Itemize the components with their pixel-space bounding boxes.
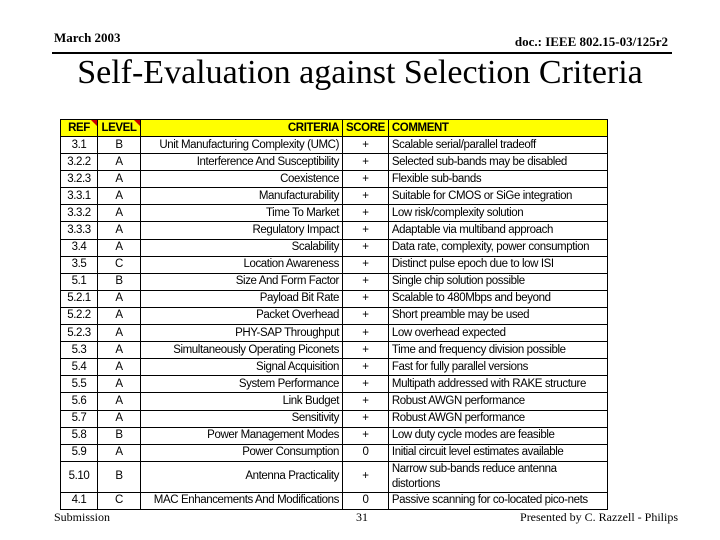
table-row [61, 393, 608, 410]
cell-level: A [98, 325, 141, 342]
cell-score: + [343, 171, 389, 188]
comment-marker-icon [91, 120, 97, 126]
table-row [61, 154, 608, 171]
col-header-level [98, 120, 141, 137]
cell-score: + [343, 188, 389, 205]
cell-ref: 5.3 [61, 342, 98, 359]
cell-criteria: Size And Form Factor [141, 273, 343, 290]
table-row [61, 342, 608, 359]
cell-criteria: Payload Bit Rate [141, 290, 343, 307]
table-row [61, 325, 608, 342]
table-row [61, 376, 608, 393]
table-row [61, 188, 608, 205]
cell-score: + [343, 359, 389, 376]
table-header-row [61, 120, 608, 137]
cell-ref: 3.3.1 [61, 188, 98, 205]
table-row [61, 222, 608, 239]
cell-level: A [98, 376, 141, 393]
cell-level: A [98, 205, 141, 222]
cell-comment: Selected sub-bands may be disabled [388, 154, 607, 171]
cell-comment: Suitable for CMOS or SiGe integration [388, 188, 607, 205]
cell-ref: 5.2.2 [61, 307, 98, 324]
cell-criteria: Scalability [141, 239, 343, 256]
cell-ref: 3.2.3 [61, 171, 98, 188]
cell-ref: 3.3.2 [61, 205, 98, 222]
table-row [61, 137, 608, 154]
table-row [61, 239, 608, 256]
cell-level: A [98, 171, 141, 188]
cell-level: A [98, 307, 141, 324]
cell-level: C [98, 492, 141, 509]
table-row [61, 307, 608, 324]
cell-score: + [343, 239, 389, 256]
col-header-ref [61, 120, 98, 137]
cell-score: + [343, 427, 389, 444]
cell-level: A [98, 393, 141, 410]
cell-level: A [98, 359, 141, 376]
cell-criteria: Manufacturability [141, 188, 343, 205]
cell-comment: Low duty cycle modes are feasible [388, 427, 607, 444]
cell-criteria: Packet Overhead [141, 307, 343, 324]
cell-comment: Multipath addressed with RAKE structure [388, 376, 607, 393]
cell-score: + [343, 376, 389, 393]
col-header-ref-label: REF [68, 122, 90, 134]
table-body [61, 137, 608, 510]
header-doc-id: doc.: IEEE 802.15-03/125r2 [514, 34, 668, 49]
table-row [61, 171, 608, 188]
cell-comment: Distinct pulse epoch due to low ISI [388, 256, 607, 273]
cell-level: A [98, 222, 141, 239]
cell-ref: 5.7 [61, 410, 98, 427]
col-header-level-label: LEVEL [101, 122, 137, 134]
cell-score: + [343, 273, 389, 290]
cell-criteria: Link Budget [141, 393, 343, 410]
table-row [61, 427, 608, 444]
cell-comment: Single chip solution possible [388, 273, 607, 290]
cell-level: A [98, 410, 141, 427]
cell-score: + [343, 342, 389, 359]
cell-ref: 5.4 [61, 359, 98, 376]
cell-score: + [343, 205, 389, 222]
cell-ref: 5.2.3 [61, 325, 98, 342]
cell-score: + [343, 461, 389, 492]
cell-comment: Robust AWGN performance [388, 410, 607, 427]
col-header-score: SCORE [343, 120, 389, 137]
cell-level: A [98, 444, 141, 461]
cell-ref: 5.9 [61, 444, 98, 461]
slide-title: Self-Evaluation against Selection Criteria [77, 54, 643, 91]
table-row [61, 273, 608, 290]
cell-level: B [98, 137, 141, 154]
cell-comment: Fast for fully parallel versions [388, 359, 607, 376]
table-row [61, 444, 608, 461]
table-row [61, 461, 608, 492]
cell-level: A [98, 290, 141, 307]
cell-criteria: Unit Manufacturing Complexity (UMC) [141, 137, 343, 154]
cell-criteria: Coexistence [141, 171, 343, 188]
cell-level: B [98, 427, 141, 444]
cell-comment: Initial circuit level estimates available [388, 444, 607, 461]
cell-criteria: Power Management Modes [141, 427, 343, 444]
cell-criteria: MAC Enhancements And Modifications [141, 492, 343, 509]
cell-criteria: Regulatory Impact [141, 222, 343, 239]
cell-criteria: System Performance [141, 376, 343, 393]
cell-comment: Data rate, complexity, power consumption [388, 239, 607, 256]
cell-level: A [98, 342, 141, 359]
table-row [61, 492, 608, 509]
comment-marker-icon [134, 120, 140, 126]
table-row [61, 410, 608, 427]
cell-score: + [343, 307, 389, 324]
cell-ref: 5.6 [61, 393, 98, 410]
col-header-comment: COMMENT [388, 120, 607, 137]
cell-score: + [343, 410, 389, 427]
footer-submission: Submission [54, 510, 111, 524]
cell-score: + [343, 325, 389, 342]
cell-ref: 5.8 [61, 427, 98, 444]
cell-ref: 5.5 [61, 376, 98, 393]
cell-score: + [343, 154, 389, 171]
cell-comment: Time and frequency division possible [388, 342, 607, 359]
cell-level: A [98, 154, 141, 171]
cell-ref: 3.5 [61, 256, 98, 273]
cell-comment: Passive scanning for co-located pico-nets [388, 492, 607, 509]
cell-criteria: Power Consumption [141, 444, 343, 461]
table-row [61, 290, 608, 307]
cell-ref: 5.1 [61, 273, 98, 290]
cell-criteria: Interference And Susceptibility [141, 154, 343, 171]
cell-criteria: Simultaneously Operating Piconets [141, 342, 343, 359]
header-date: March 2003 [54, 30, 121, 45]
footer-presenter: Presented by C. Razzell - Philips [520, 510, 678, 524]
cell-ref: 5.10 [61, 461, 98, 492]
cell-ref: 3.3.3 [61, 222, 98, 239]
cell-criteria: Signal Acquisition [141, 359, 343, 376]
table-row [61, 359, 608, 376]
table-row [61, 256, 608, 273]
cell-level: C [98, 256, 141, 273]
cell-level: B [98, 273, 141, 290]
cell-comment: Flexible sub-bands [388, 171, 607, 188]
cell-score: + [343, 290, 389, 307]
cell-ref: 3.4 [61, 239, 98, 256]
cell-level: A [98, 188, 141, 205]
cell-comment: Robust AWGN performance [388, 393, 607, 410]
cell-level: B [98, 461, 141, 492]
criteria-table [60, 119, 608, 510]
cell-ref: 3.2.2 [61, 154, 98, 171]
cell-ref: 3.1 [61, 137, 98, 154]
cell-score: + [343, 393, 389, 410]
cell-comment: Scalable to 480Mbps and beyond [388, 290, 607, 307]
cell-score: + [343, 256, 389, 273]
cell-comment: Low risk/complexity solution [388, 205, 607, 222]
cell-comment: Adaptable via multiband approach [388, 222, 607, 239]
cell-score: 0 [343, 444, 389, 461]
cell-ref: 5.2.1 [61, 290, 98, 307]
footer-page-number: 31 [356, 510, 368, 524]
cell-criteria: Time To Market [141, 205, 343, 222]
cell-comment: Low overhead expected [388, 325, 607, 342]
cell-criteria: PHY-SAP Throughput [141, 325, 343, 342]
cell-comment: Scalable serial/parallel tradeoff [388, 137, 607, 154]
cell-score: + [343, 222, 389, 239]
cell-criteria: Location Awareness [141, 256, 343, 273]
cell-level: A [98, 239, 141, 256]
col-header-criteria: CRITERIA [141, 120, 343, 137]
cell-criteria: Antenna Practicality [141, 461, 343, 492]
cell-score: + [343, 137, 389, 154]
cell-comment: Short preamble may be used [388, 307, 607, 324]
cell-criteria: Sensitivity [141, 410, 343, 427]
cell-score: 0 [343, 492, 389, 509]
cell-ref: 4.1 [61, 492, 98, 509]
cell-comment: Narrow sub-bands reduce antenna distortions [388, 461, 607, 492]
table-row [61, 205, 608, 222]
